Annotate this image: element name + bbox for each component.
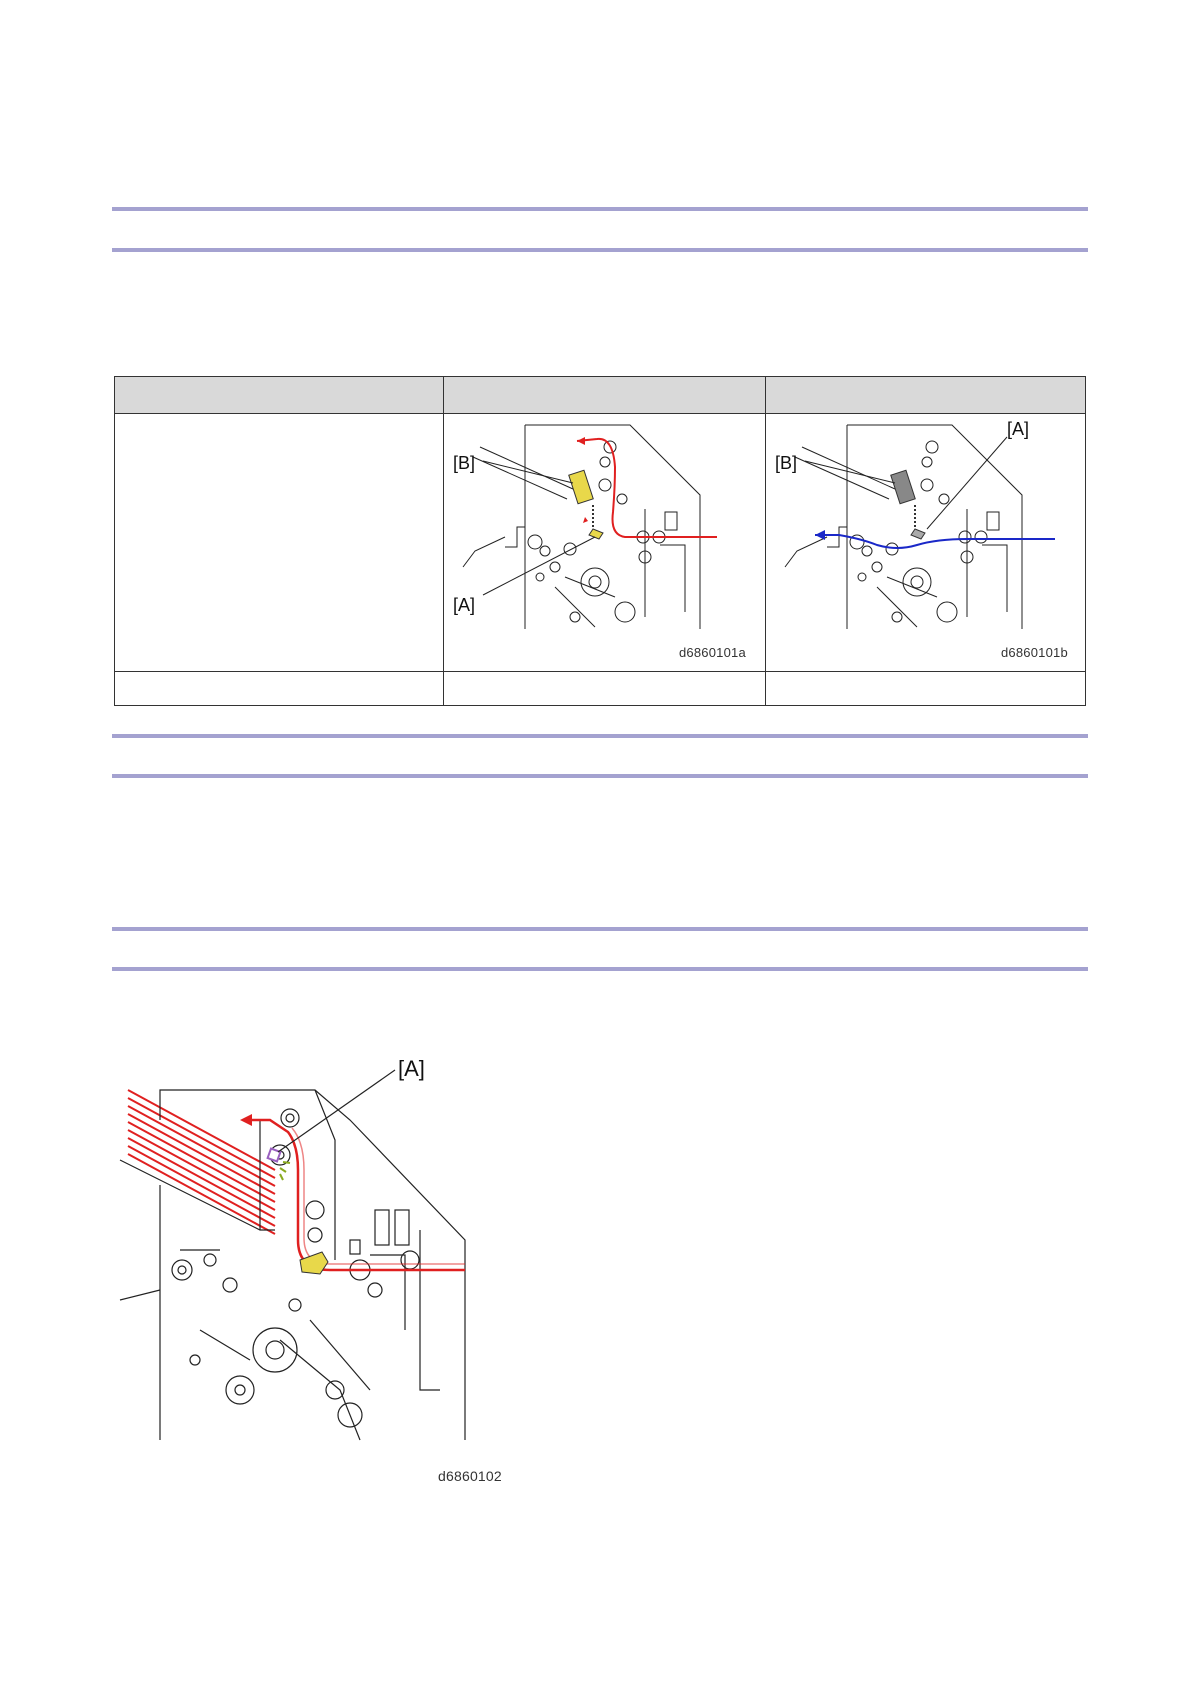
- table-header-row: [115, 377, 1085, 414]
- section-rule-1-bottom: [112, 248, 1088, 252]
- figure-main-code: d6860102: [438, 1468, 502, 1484]
- section-rule-2-bottom: [112, 774, 1088, 778]
- figure-a-label-b: [B]: [453, 453, 476, 473]
- figure-b-label-b: [B]: [775, 453, 798, 473]
- figure-curl-path: [445, 417, 763, 669]
- section-rule-1-top: [112, 207, 1088, 211]
- mode-comparison-table: [114, 376, 1086, 706]
- table-column-divider-2: [765, 377, 766, 705]
- section-rule-3-top: [112, 927, 1088, 931]
- figure-a-code: d6860101a: [679, 645, 746, 660]
- section-rule-2-top: [112, 734, 1088, 738]
- section-rule-3-bottom: [112, 967, 1088, 971]
- table-row-divider: [115, 671, 1085, 672]
- figure-b-label-a: [A]: [1007, 419, 1030, 439]
- figure-main-label-a: [A]: [398, 1056, 425, 1081]
- figure-b-code: d6860101b: [1001, 645, 1068, 660]
- figure-straight-path: [767, 417, 1085, 669]
- table-column-divider-1: [443, 377, 444, 705]
- figure-a-label-a: [A]: [453, 595, 476, 615]
- figure-output-tray-path: [120, 1056, 540, 1460]
